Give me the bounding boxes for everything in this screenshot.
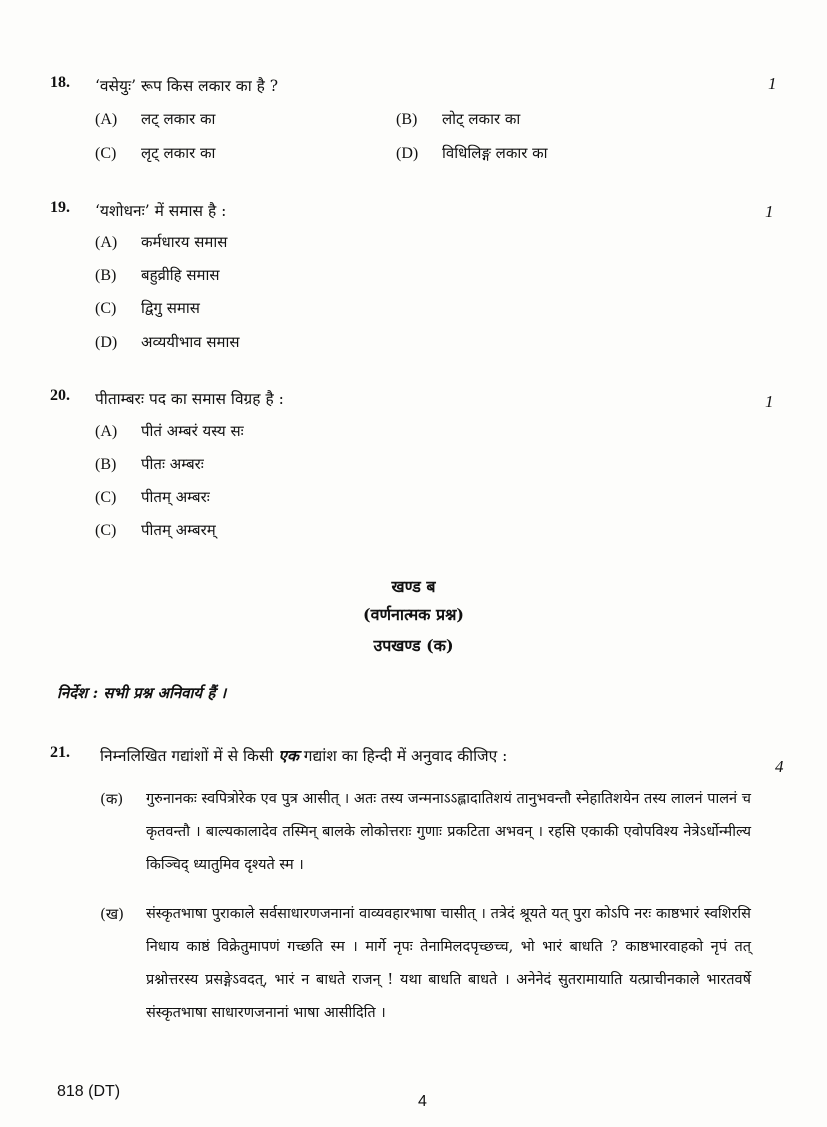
question-number: 18. [50, 74, 70, 91]
subsection-title: उपखण्ड (क) [373, 636, 454, 655]
option-text: लोट् लकार का [442, 110, 521, 128]
option-label: (C) [95, 300, 117, 317]
option-label: (A) [95, 423, 118, 440]
question-number: 21. [50, 744, 70, 761]
option-c [95, 487, 210, 507]
question-marks: 1 [768, 74, 777, 93]
option-text: विधिलिङ्ग लकार का [442, 144, 548, 162]
option-b [95, 454, 204, 474]
option-text: लट् लकार का [141, 110, 216, 128]
option-text: द्विगु समास [141, 299, 200, 317]
option-text: पीतम् अम्बरः [141, 488, 210, 506]
option-label: (B) [95, 267, 117, 284]
passage-label: (क) [100, 790, 124, 808]
option-text: कर्मधारय समास [141, 233, 228, 251]
option-b [95, 265, 220, 285]
option-text: पीतम् अम्बरम् [141, 521, 216, 539]
page-number: 4 [418, 1093, 427, 1110]
option-c [95, 298, 200, 318]
option-text: बहुव्रीहि समास [141, 266, 220, 284]
option-c [95, 143, 215, 163]
question-text [100, 744, 507, 766]
section-subtitle: (वर्णनात्मक प्रश्न) [363, 605, 464, 624]
option-d [95, 520, 216, 540]
option-b [396, 109, 520, 129]
option-label: (B) [396, 111, 418, 128]
passage-label: (ख) [100, 905, 124, 923]
option-text: पीतं अम्बरं यस्य सः [141, 422, 244, 440]
option-text: पीतः अम्बरः [141, 455, 204, 473]
question-number: 20. [50, 387, 70, 404]
passage-kha: संस्कृतभाषा पुराकाले सर्वसाधारणजनानां वाव्यवहारभाषा चासीत् । तत्रेदं श्रूयते यत् पुरा कोऽपि नरः काष्ठभारं स्वशिरसि निधाय काष्ठं विक्रेतुमापणं गच्छति स्म । मार्गे नृपः तेनामिलदपृच्छच्च, भो भारं बाधति ? काष्ठभारवाहको नृपं तत् प्रश्नोत्तरस्य प्रसङ्गेऽवदत्, भारं न बाधते राजन् ! यथा बाधति बाधते । अनेनेदं सुतरामायाति यत्प्राचीनकाले भारतवर्षे संस्कृतभाषा साधारणजनानां भाषा आसीदिति । [146, 906, 751, 1021]
question-text-end: गद्यांश का हिन्दी में अनुवाद कीजिए : [303, 747, 508, 765]
question-marks: 1 [765, 392, 774, 411]
option-d [396, 143, 548, 163]
option-label: (C) [95, 522, 117, 539]
passage-ka: गुरुनानकः स्वपित्रोरेक एव पुत्र आसीत् । अतः तस्य जन्मनाऽऽह्लादातिशयं तानुभवन्तौ स्नेहातिशयेन तस्य लालनं पालनं च कृतवन्तौ । बाल्यकालादेव तस्मिन् बालके लोकोत्तराः गुणाः प्रकटिता अभवन् । रहसि एकाकी एवोपविश्य नेत्रेऽर्धोन्मील्य किञ्चिद् ध्यातुमिव दृश्यते स्म । [146, 791, 751, 873]
option-a [95, 109, 215, 129]
question-text: ‘यशोधनः’ में समास है : [95, 202, 227, 220]
question-marks: 4 [775, 757, 784, 776]
option-label: (A) [95, 234, 118, 251]
option-a [95, 421, 244, 441]
paper-code: 818 (DT) [57, 1083, 121, 1100]
option-label: (A) [95, 111, 118, 128]
option-label: (C) [95, 145, 117, 162]
question-marks: 1 [765, 202, 774, 221]
option-text: लृट् लकार का [141, 144, 216, 162]
option-label: (C) [95, 489, 117, 506]
option-label: (D) [396, 145, 419, 162]
instruction: निर्देश : सभी प्रश्न अनिवार्य हैं । [57, 684, 227, 702]
option-label: (B) [95, 456, 117, 473]
question-number: 19. [50, 199, 70, 216]
question-text-emphasis: एक [278, 746, 299, 765]
option-d [95, 332, 240, 352]
section-title: खण्ड ब [391, 577, 436, 596]
question-text: पीताम्बरः पद का समास विग्रह है : [95, 390, 284, 408]
question-text-start: निम्नलिखित गद्यांशों में से किसी [100, 747, 274, 765]
option-a [95, 232, 227, 252]
question-text: ‘वसेयुः’ रूप किस लकार का है ? [95, 77, 279, 95]
option-label: (D) [95, 334, 118, 351]
option-text: अव्ययीभाव समास [141, 333, 240, 351]
